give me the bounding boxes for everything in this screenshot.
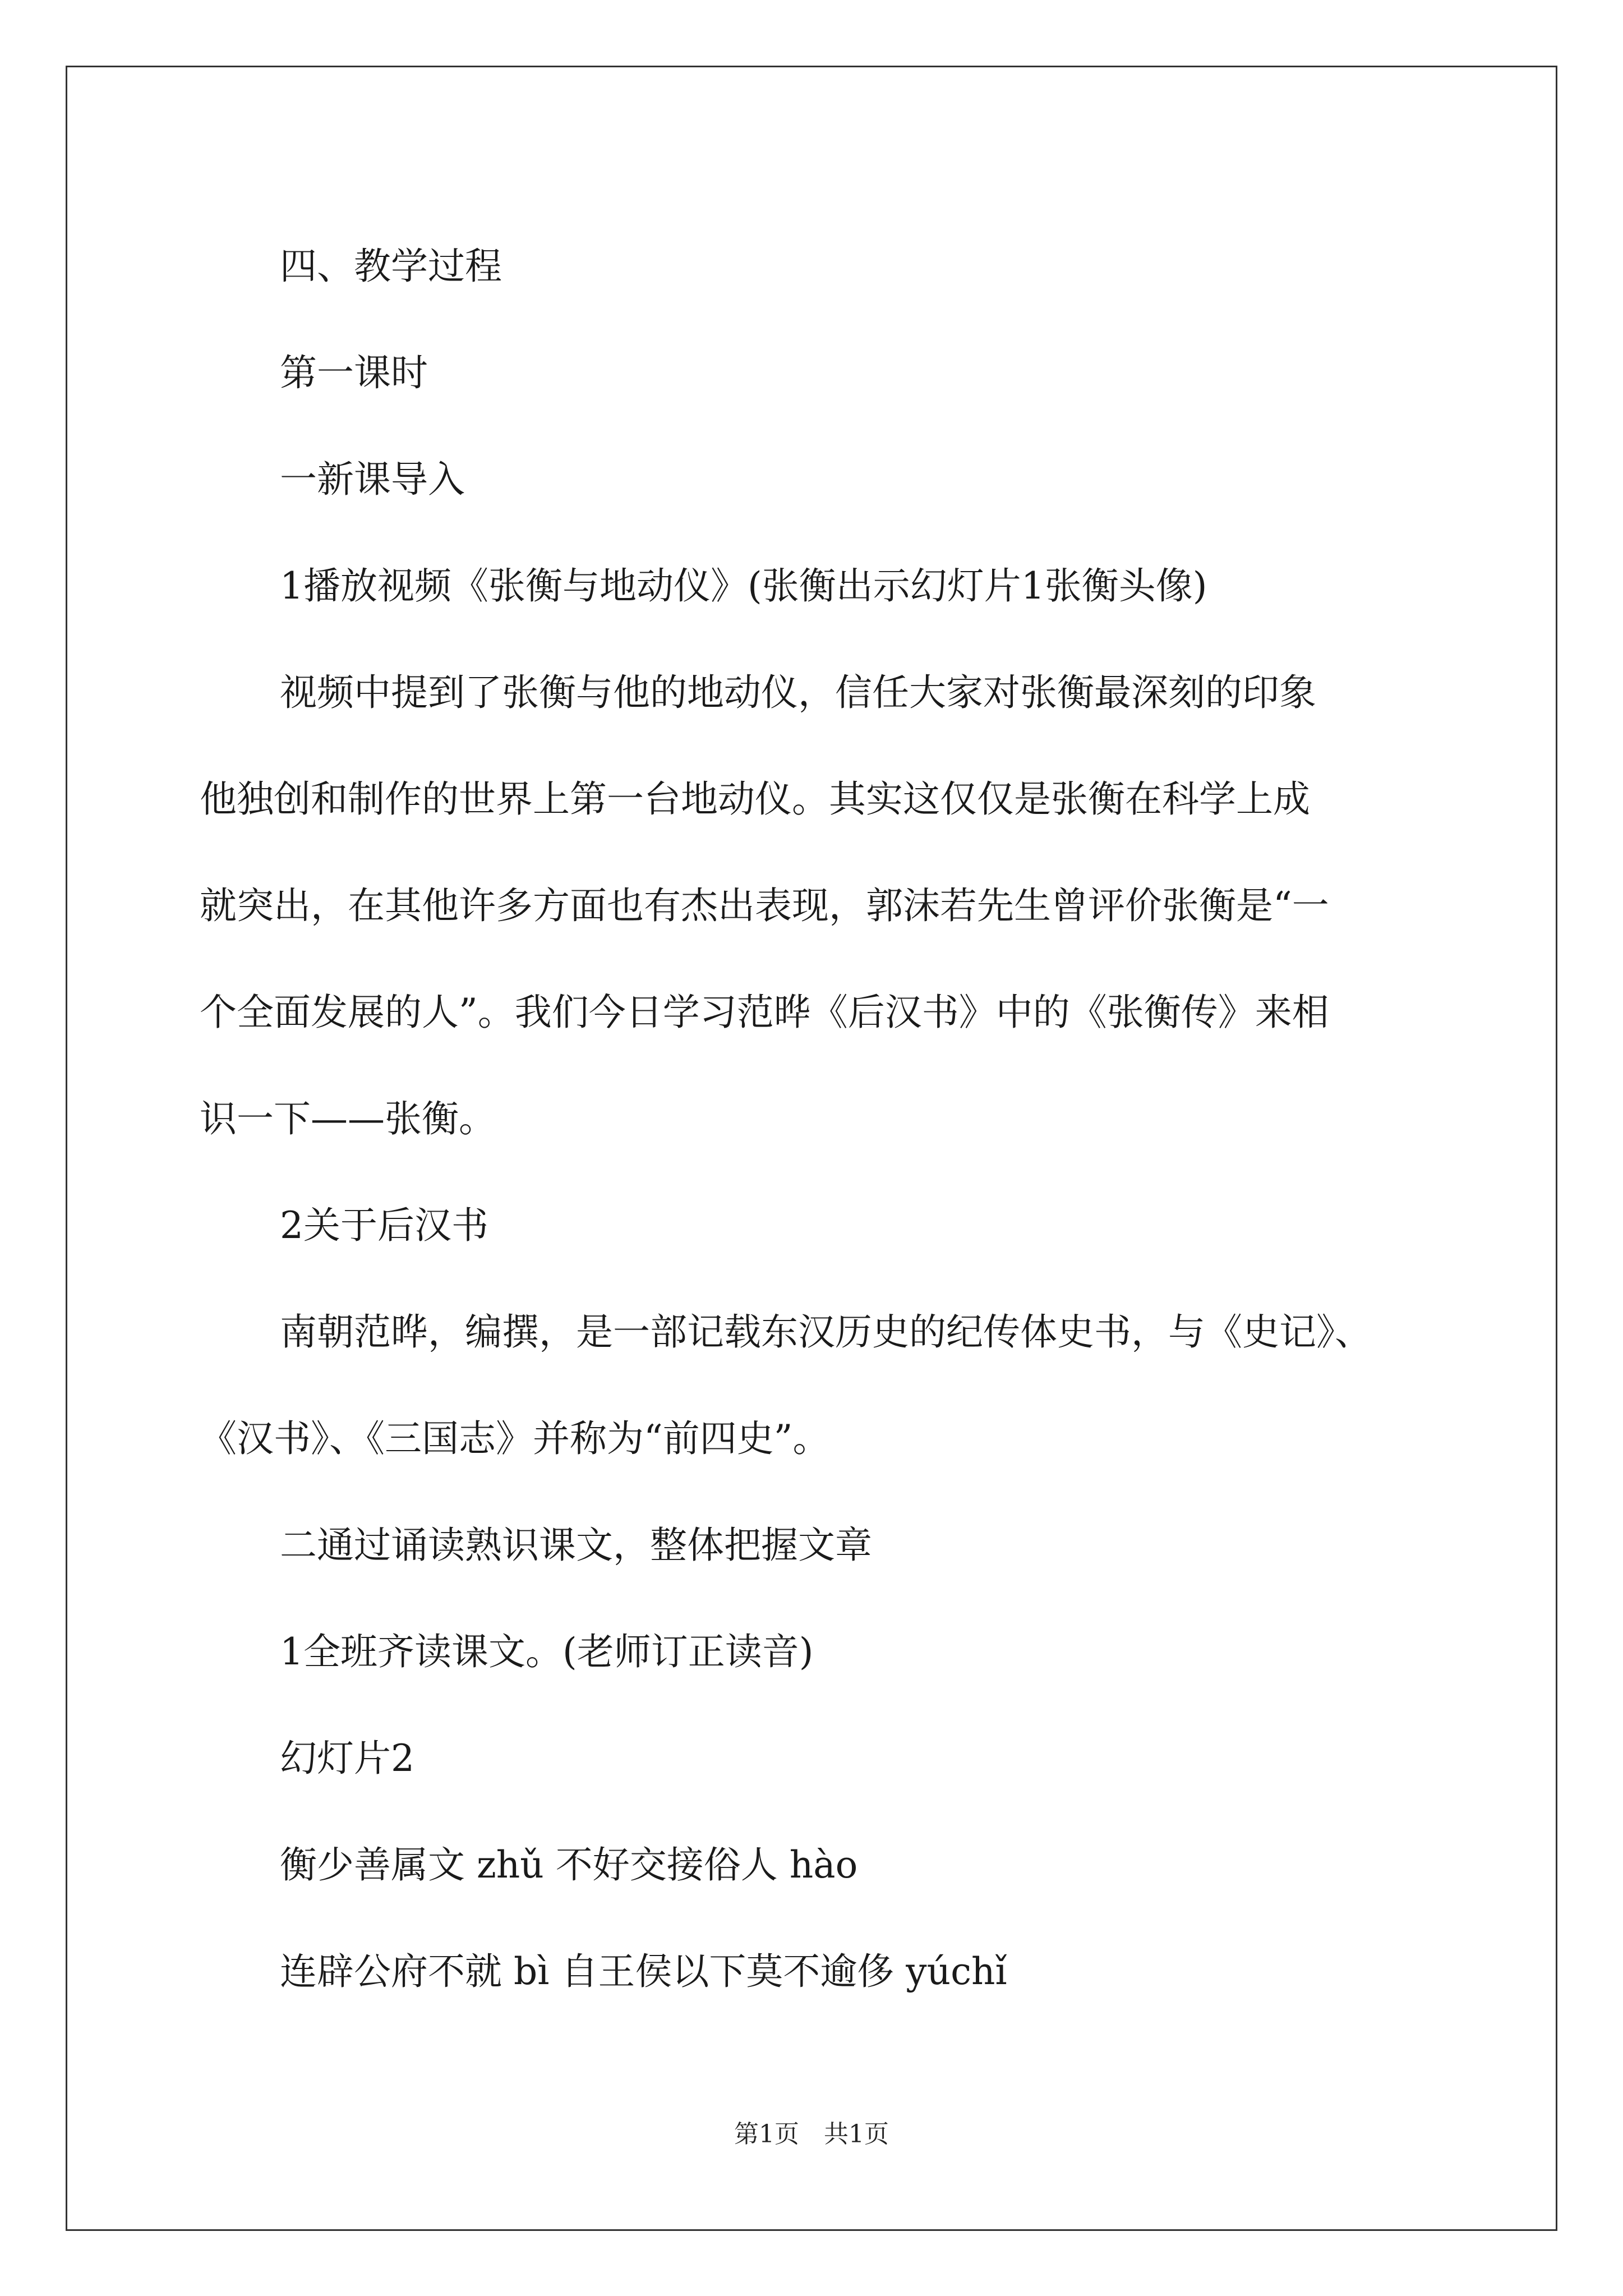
pronunciation-line: 衡少善属文 zhǔ 不好交接俗人 hào [280, 1843, 858, 1887]
subsection-heading: 一新课导入 [280, 458, 465, 501]
document-body [200, 213, 1490, 2025]
section-heading: 四、教学过程 [280, 245, 502, 288]
paragraph-continuation: 就突出，在其他许多方面也有杰出表现，郭沫若先生曾评价张衡是“一 [200, 884, 1329, 927]
paragraph: 南朝范晔，编撰，是一部记载东汉历史的纪传体史书，与《史记》、 [280, 1310, 1372, 1354]
paragraph-continuation: 《汉书》、《三国志》并称为“前四史”。 [200, 1417, 830, 1460]
paragraph: 1播放视频《张衡与地动仪》(张衡出示幻灯片1张衡头像) [280, 564, 1207, 608]
subsection-heading: 2关于后汉书 [280, 1204, 488, 1247]
paragraph: 视频中提到了张衡与他的地动仪，信任大家对张衡最深刻的印象 [280, 671, 1316, 714]
paragraph-continuation: 他独创和制作的世界上第一台地动仪。其实这仅仅是张衡在科学上成 [200, 777, 1310, 821]
slide-label: 幻灯片2 [280, 1737, 414, 1780]
lesson-heading: 第一课时 [280, 351, 428, 394]
page-number-footer: 第1页 共1页 [734, 2120, 889, 2148]
paragraph: 1全班齐读课文。(老师订正读音) [280, 1630, 814, 1673]
pronunciation-line: 连辟公府不就 bì 自王侯以下莫不逾侈 yúchǐ [280, 1950, 1007, 1993]
paragraph-continuation: 个全面发展的人”。我们今日学习范晔《后汉书》中的《张衡传》来相 [200, 991, 1329, 1034]
paragraph-continuation: 识一下——张衡。 [200, 1097, 496, 1140]
subsection-heading: 二通过诵读熟识课文，整体把握文章 [280, 1524, 872, 1567]
